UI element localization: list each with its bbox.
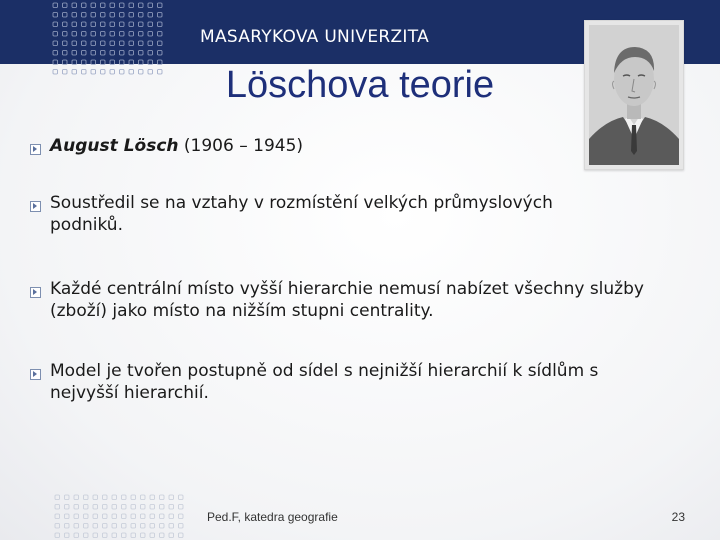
bullet-arrow-icon xyxy=(30,369,41,380)
slide-title: Löschova teorie xyxy=(225,64,495,106)
bullet-text: Model je tvořen postupně od sídel s nejnižší hierarchií k sídlům s nejvyšší hierarchií. xyxy=(50,361,599,403)
footer-text: Ped.F, katedra geografie xyxy=(207,510,338,524)
university-brand: MASARYKOVA UNIVERZITA xyxy=(200,27,430,47)
bullet-text: Každé centrální místo vyšší hierarchie nemusí nabízet všechny služby (zboží) jako místo na nižším stupni centrality. xyxy=(50,279,644,321)
person-name: August Lösch xyxy=(50,136,179,156)
bullet-arrow-icon xyxy=(30,201,41,212)
bullet-arrow-icon xyxy=(30,287,41,298)
dot-pattern-bottom-icon xyxy=(52,492,192,540)
person-dates: (1906 – 1945) xyxy=(178,136,304,156)
page-number: 23 xyxy=(671,510,685,524)
bullet-arrow-icon xyxy=(30,144,41,155)
bullet-text: Soustředil se na vztahy v rozmístění velkých průmyslových podniků. xyxy=(50,193,553,235)
